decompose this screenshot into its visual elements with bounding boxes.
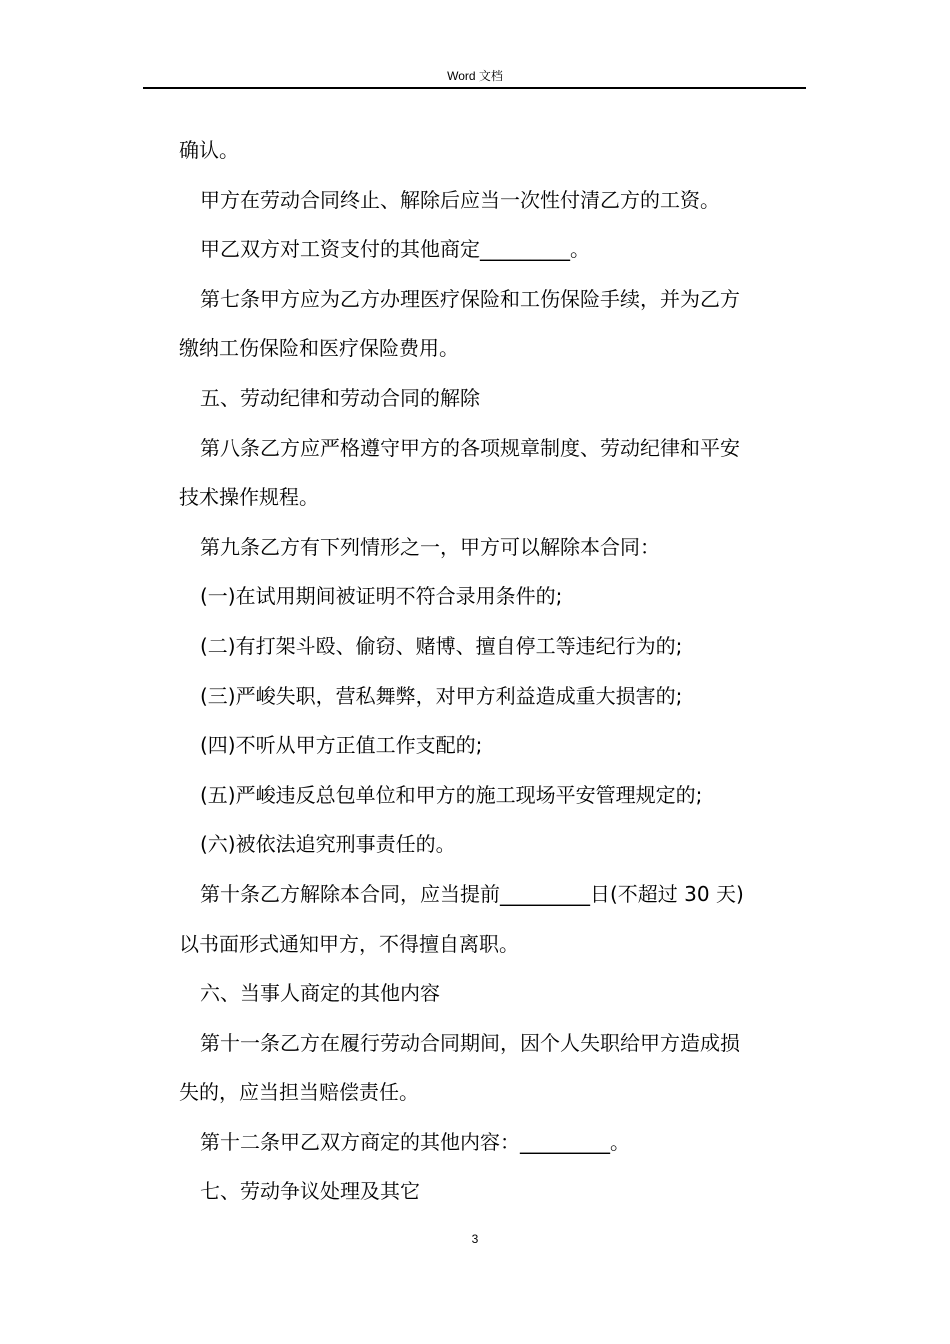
- paragraph: 以书面形式通知甲方，不得擅自离职。: [179, 931, 519, 956]
- paragraph: 第八条乙方应严格遵守甲方的各项规章制度、劳动纪律和平安: [200, 435, 740, 460]
- section-heading: 六、当事人商定的其他内容: [200, 981, 440, 1006]
- list-item: (六)被依法追究刑事责任的。: [200, 832, 456, 857]
- page-header-title: Word 文档: [447, 69, 503, 83]
- page-number: 3: [471, 1232, 479, 1246]
- paragraph: 第十二条甲乙双方商定的其他内容：_________。: [200, 1129, 630, 1154]
- section-heading: 五、劳动纪律和劳动合同的解除: [200, 385, 480, 410]
- paragraph: 技术操作规程。: [179, 485, 319, 510]
- list-item: (一)在试用期间被证明不符合录用条件的;: [200, 584, 563, 609]
- paragraph: 失的，应当担当赔偿责任。: [179, 1080, 419, 1105]
- paragraph: 第十一条乙方在履行劳动合同期间，因个人失职给甲方造成损: [200, 1030, 740, 1055]
- list-item: (三)严峻失职，营私舞弊，对甲方利益造成重大损害的;: [200, 683, 683, 708]
- list-item: (四)不听从甲方正值工作支配的;: [200, 733, 483, 758]
- paragraph: 甲乙双方对工资支付的其他商定_________。: [200, 237, 590, 262]
- document-body: [179, 126, 809, 1217]
- paragraph: 第十条乙方解除本合同，应当提前_________日(不超过 30 天): [200, 881, 744, 906]
- list-item: (二)有打架斗殴、偷窃、赌博、擅自停工等违纪行为的;: [200, 633, 683, 658]
- paragraph: 甲方在劳动合同终止、解除后应当一次性付清乙方的工资。: [200, 187, 720, 212]
- section-heading: 七、劳动争议处理及其它: [200, 1179, 420, 1204]
- paragraph: 第九条乙方有下列情形之一，甲方可以解除本合同：: [200, 534, 660, 559]
- list-item: (五)严峻违反总包单位和甲方的施工现场平安管理规定的;: [200, 782, 703, 807]
- paragraph: 确认。: [179, 138, 239, 162]
- paragraph: 缴纳工伤保险和医疗保险费用。: [179, 336, 459, 361]
- paragraph: 第七条甲方应为乙方办理医疗保险和工伤保险手续，并为乙方: [200, 286, 740, 311]
- header-divider: [143, 87, 806, 89]
